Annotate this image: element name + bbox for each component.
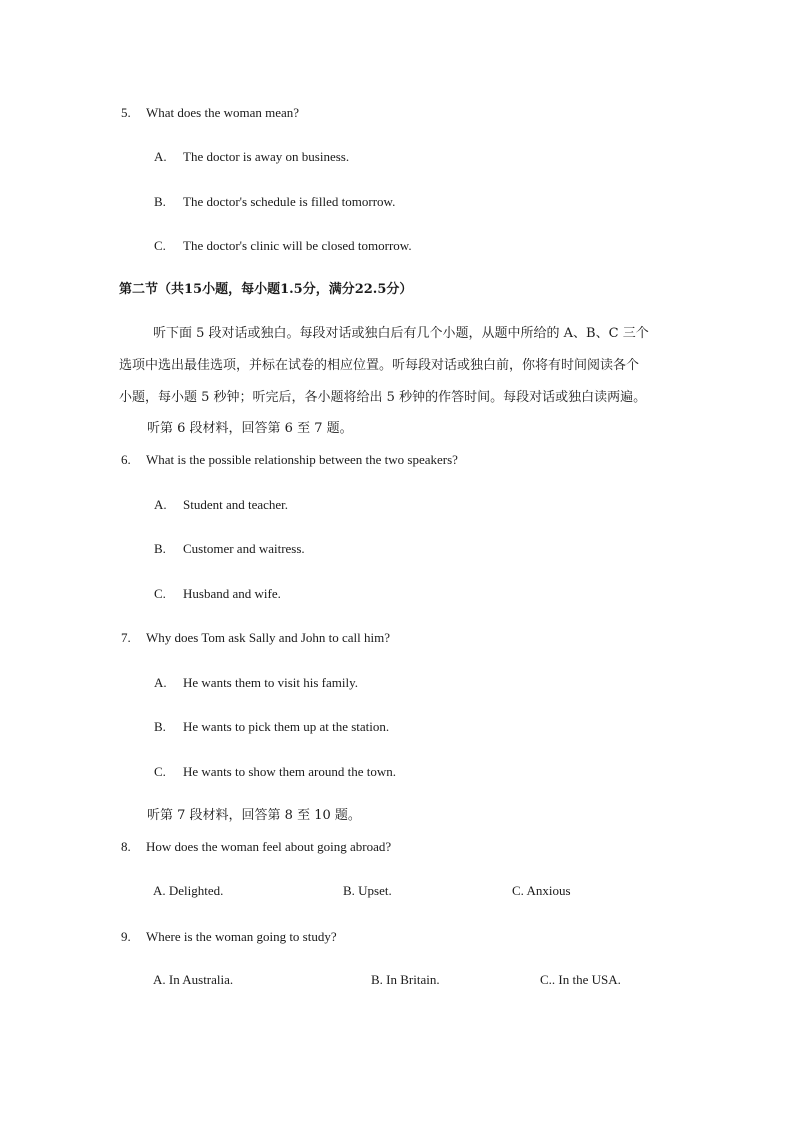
option: C. Anxious [512, 883, 571, 898]
option: B. In Britain. [371, 972, 440, 987]
option-text: Customer and waitress. [183, 541, 305, 556]
option-text: The doctor's clinic will be closed tomorrow. [183, 238, 412, 253]
option-letter: C. [154, 238, 166, 253]
option-text: He wants them to visit his family. [183, 675, 358, 690]
option-text: The doctor's schedule is filled tomorrow. [183, 194, 396, 209]
material-instruction: 听第 6 段材料，回答第 6 至 7 题。 [147, 421, 353, 436]
option-text: Student and teacher. [183, 497, 289, 512]
option: C.. In the USA. [540, 972, 621, 987]
question-text: What is the possible relationship between the two speakers? [146, 452, 458, 467]
question-number: 8. [121, 839, 131, 854]
question-text: Why does Tom ask Sally and John to call him? [146, 630, 391, 645]
option-letter: B. [154, 194, 166, 209]
question-number: 7. [121, 630, 131, 645]
instructions-line: 小题，每小题 5 秒钟；听完后，各小题将给出 5 秒钟的作答时间。每段对话或独白读两遍。 [119, 390, 647, 405]
option-letter: C. [154, 764, 166, 779]
option-letter: B. [154, 719, 166, 734]
option-letter: A. [154, 675, 167, 690]
option-text: He wants to pick them up at the station. [183, 719, 390, 734]
option-text: He wants to show them around the town. [183, 764, 397, 779]
option: B. Upset. [343, 883, 392, 898]
option: A. Delighted. [153, 883, 224, 898]
option-text: The doctor is away on business. [183, 149, 350, 164]
option: A. In Australia. [153, 972, 234, 987]
option-letter: B. [154, 541, 166, 556]
section-heading: 第二节（共15小题，每小题1.5分，满分22.5分） [119, 282, 413, 297]
question-text: How does the woman feel about going abroad? [146, 839, 392, 854]
question-number: 5. [121, 105, 131, 120]
question-text: Where is the woman going to study? [146, 929, 337, 944]
question-number: 9. [121, 929, 131, 944]
instructions-line: 听下面 5 段对话或独白。每段对话或独白后有几个小题，从题中所给的 A、B、C 三个 [153, 326, 649, 341]
instructions-line: 选项中选出最佳选项，并标在试卷的相应位置。听每段对话或独白前，你将有时间阅读各个 [119, 358, 640, 373]
question-text: What does the woman mean? [146, 105, 300, 120]
option-letter: A. [154, 497, 167, 512]
option-text: Husband and wife. [183, 586, 281, 601]
material-instruction: 听第 7 段材料，回答第 8 至 10 题。 [147, 808, 361, 823]
question-number: 6. [121, 452, 131, 467]
option-letter: A. [154, 149, 167, 164]
option-letter: C. [154, 586, 166, 601]
